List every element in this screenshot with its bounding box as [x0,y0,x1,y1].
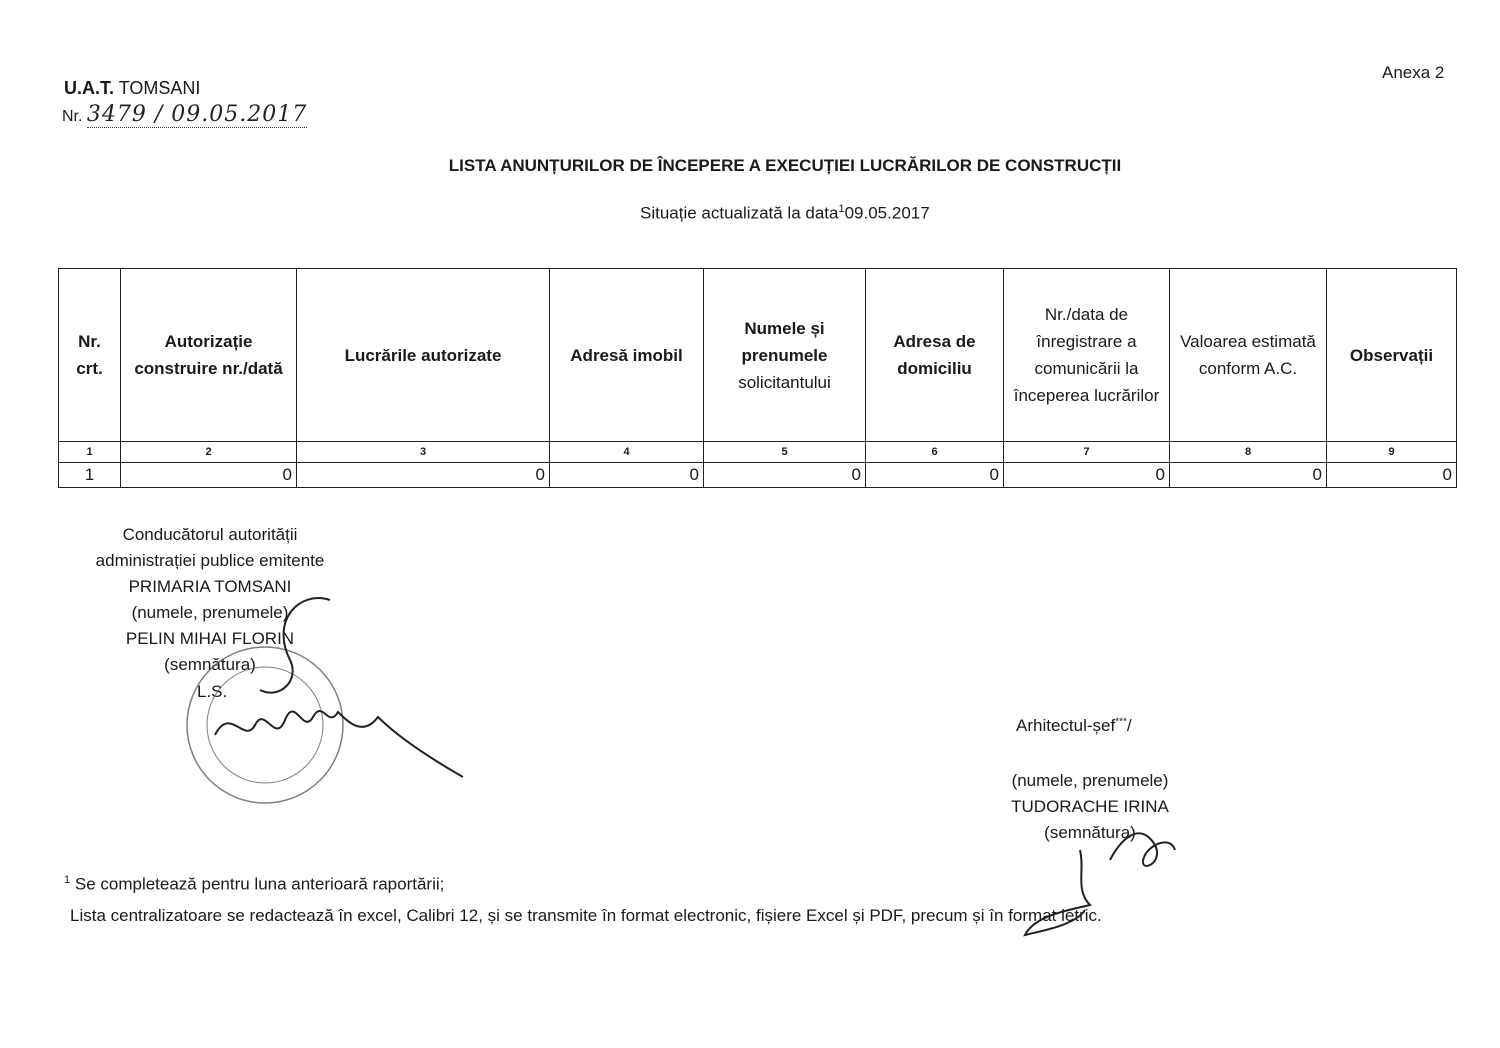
official-stamp [187,647,343,803]
issuer-line-3: PRIMARIA TOMSANI [128,577,292,596]
column-number: 5 [704,442,866,463]
issuer-line-5: PELIN MIHAI FLORIN [125,629,295,648]
column-number: 1 [59,442,121,463]
issuer-line-6: (semnătura) [164,655,256,674]
table-cell: 0 [121,463,297,488]
issuer-line-1: Conducătorul autorității [122,525,298,544]
issuer-line-2: administrației publice emitente [95,551,325,570]
table-cell: 0 [866,463,1004,488]
header-observatii: Observații [1327,269,1457,442]
issuer-line-4: (numele, prenumele) [131,603,289,622]
header-autorizatie: Autorizație construire nr./dată [121,269,297,442]
architect-signature [1025,833,1175,935]
registration-handwritten: 3479 / 09.05.2017 [86,102,308,127]
architect-signature-stroke [1025,833,1175,935]
header-lucrari: Lucrările autorizate [297,269,550,442]
table-cell: 0 [297,463,550,488]
table-cell: 0 [1327,463,1457,488]
column-number: 8 [1170,442,1327,463]
subtitle-text: Situație actualizată la data [640,203,839,223]
stamp-outer-ring [187,647,343,803]
mayor-signature-loop [260,598,330,693]
ls-label: L.S. [197,682,228,701]
header-nr-data-inregistrare: Nr./data de înregistrare a comunicării la începerea lucrărilor [1004,269,1170,442]
header-solicitant-bold: Numele și prenumele [741,318,828,365]
column-number: 9 [1327,442,1457,463]
architect-line-3: (semnătura) [1044,823,1136,842]
subtitle-date: 09.05.2017 [844,203,930,223]
footnote-1-text: Se completează pentru luna anterioară raportării; [74,874,445,894]
header-adresa-imobil: Adresă imobil [550,269,704,442]
table-cell: 0 [1004,463,1170,488]
subtitle-footnote-mark: 1 [838,203,845,215]
document-title: LISTA ANUNȚURILOR DE ÎNCEPERE A EXECUȚIEI LUCRĂRILOR DE CONSTRUCȚII [448,156,1122,175]
table-cell: 0 [704,463,866,488]
column-number: 4 [550,442,704,463]
chief-architect-mark: *** [1115,716,1127,728]
column-number: 3 [297,442,550,463]
table-cell: 0 [1170,463,1327,488]
footnote-1-mark: 1 [64,874,71,886]
column-number: 7 [1004,442,1170,463]
footnote-2: Lista centralizatoare se redactează în excel, Calibri 12, și se transmite în format electronic, fișiere Excel și PDF, precum și în format letric. [70,906,1102,925]
header-adresa-domiciliu: Adresa de domiciliu [866,269,1004,442]
column-number: 2 [121,442,297,463]
column-number: 6 [866,442,1004,463]
architect-line-1: (numele, prenumele) [1011,771,1169,790]
architect-line-2: TUDORACHE IRINA [1011,797,1169,816]
table-cell: 1 [59,463,121,488]
header-valoare: Valoarea estimată conform A.C. [1170,269,1327,442]
mayor-signature-stroke [215,711,463,777]
header-nr-crt: Nr. crt. [59,269,121,442]
registration-prefix: Nr. [62,108,83,125]
table-cell: 0 [550,463,704,488]
annex-label: Anexa 2 [1382,63,1445,82]
uat-prefix: U.A.T. [64,78,115,98]
uat-name: TOMSANI [118,78,201,98]
chief-architect-suffix: / [1126,716,1132,735]
header-solicitant-light: solicitantului [738,372,831,392]
chief-architect-label: Arhitectul-șef [1016,716,1116,735]
